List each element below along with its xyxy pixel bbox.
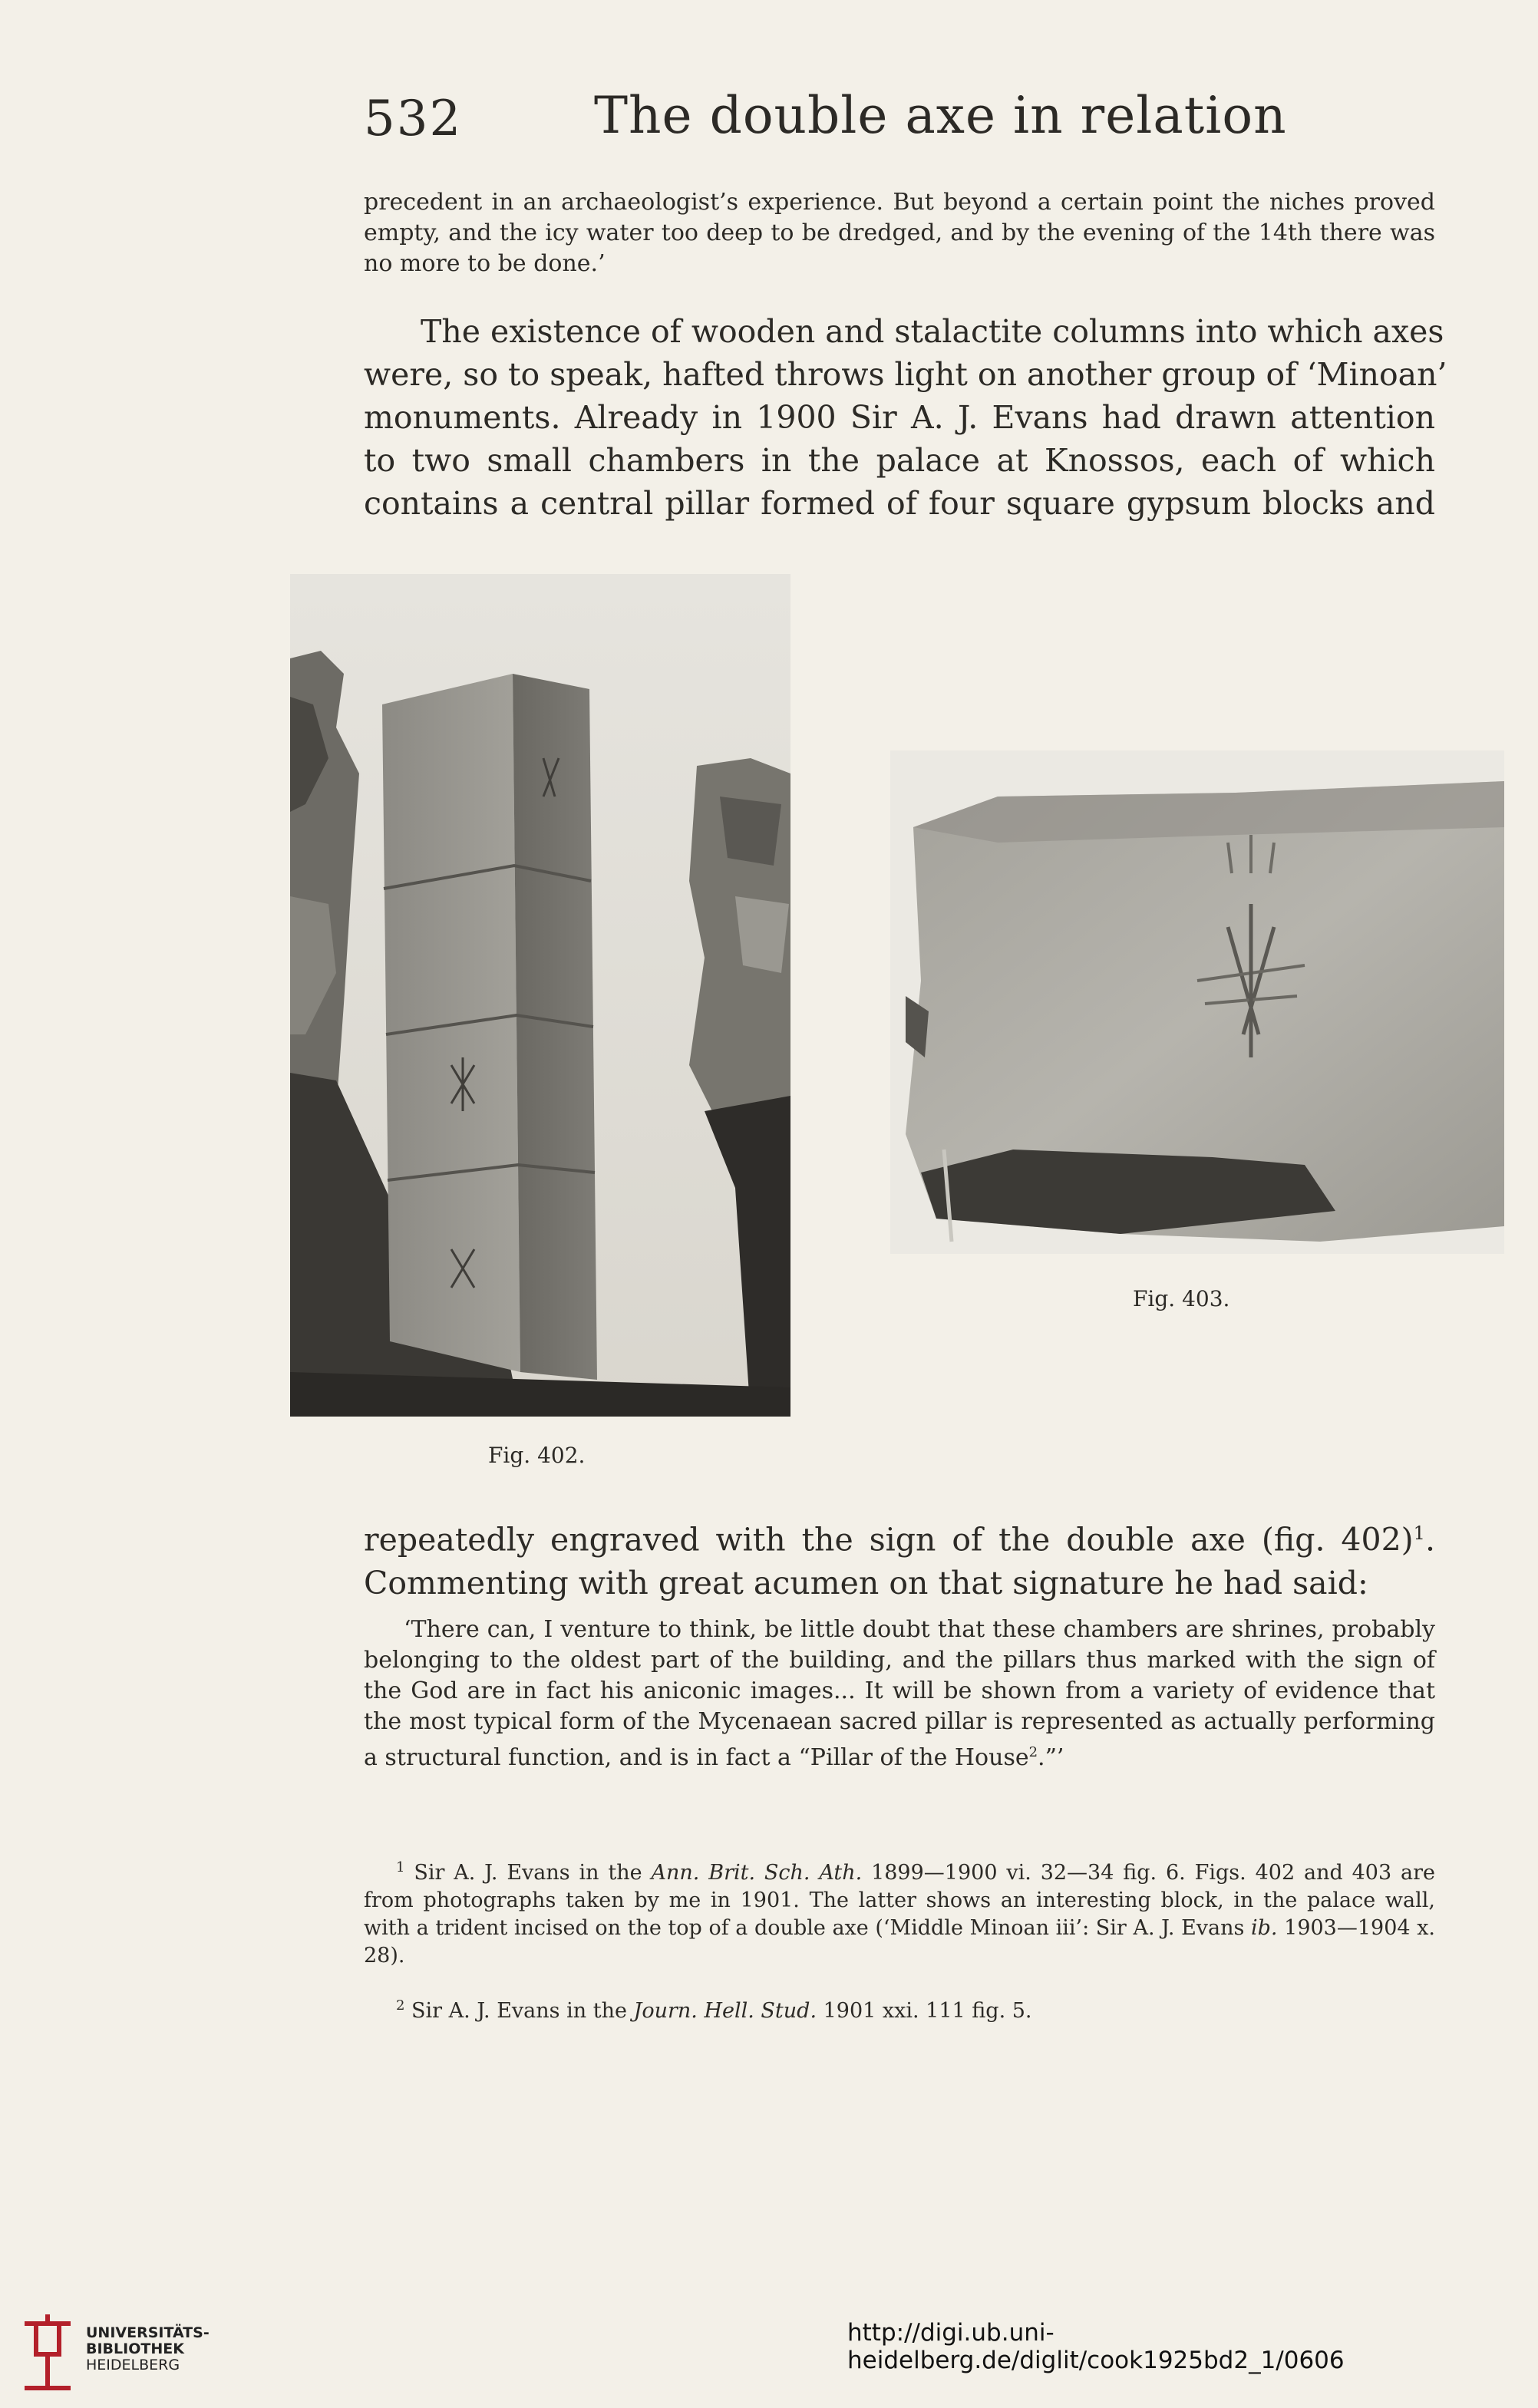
library-logo-icon xyxy=(17,2308,78,2394)
footnote-2 xyxy=(364,1992,1435,2025)
footnote-ref-1[interactable]: 1 xyxy=(1413,1522,1425,1544)
library-name xyxy=(86,2325,210,2373)
paragraph-1 xyxy=(364,310,1447,525)
paragraph-2 xyxy=(364,1512,1435,1605)
pillar-photograph xyxy=(290,574,790,1417)
paragraph-1-line: were, so to speak, hafted throws light on another group of ‘Minoan’ xyxy=(364,356,1447,393)
journal-title: Ann. Brit. Sch. Ath. xyxy=(651,1861,863,1885)
paragraph-1-line: The existence of wooden and stalactite columns into which axes xyxy=(421,313,1444,350)
library-line-1: UNIVERSITÄTS- xyxy=(86,2324,210,2341)
footnote-2-text: 1901 xxi. 111 fig. 5. xyxy=(817,1999,1032,2023)
footnote-2-mark: 2 xyxy=(396,1997,405,2014)
footnote-2-text: Sir A. J. Evans in the xyxy=(411,1999,634,2023)
paragraph-2-line-2: Commenting with great acumen on that signature he had said: xyxy=(364,1564,1368,1601)
figure-402-caption: Fig. 402. xyxy=(488,1443,586,1468)
journal-title: Journ. Hell. Stud. xyxy=(633,1999,817,2023)
footnote-ref-2[interactable]: 2 xyxy=(1028,1744,1038,1760)
footnote-1 xyxy=(364,1854,1435,1970)
block-quote-text: ‘There can, I venture to think, be little doubt that these chambers are shrines, probably belonging to the oldest part of the building, and the pillars thus marked with the sign of the God are in fact his aniconic images... It will be shown from a variety of evidence that the most typical form of the Mycenaean sacred pillar is represented as actually performing a structural function, and is in fact a “Pillar of the House xyxy=(364,1616,1435,1771)
figure-403-photo xyxy=(890,750,1504,1254)
block-photograph xyxy=(890,750,1504,1254)
paragraph-2-line xyxy=(364,1512,1435,1562)
library-line-2: BIBLIOTHEK xyxy=(86,2340,184,2357)
paragraph-1-line: monuments. Already in 1900 Sir A. J. Evans had drawn attention xyxy=(364,399,1435,436)
ibid: ib. xyxy=(1251,1916,1278,1940)
block-quote-end: .”’ xyxy=(1038,1744,1064,1771)
footnote-1-text: 1899—1900 vi. 32—34 fig. 6. Figs. 402 and 403 are from photographs taken by me in 1901. The latter shows an interesting block, in the palace wall, with a trident incised on the top of a double axe (‘Middle Minoan iii’: Sir A. J. Evans xyxy=(364,1861,1435,1940)
paragraph-2-line-1: repeatedly engraved with the sign of the double axe (fig. 402) xyxy=(364,1521,1414,1559)
footnote-1-mark: 1 xyxy=(396,1859,405,1875)
paragraph-2-line-1-end: . xyxy=(1424,1521,1435,1559)
figure-402-photo xyxy=(290,574,790,1417)
footer xyxy=(0,2294,1538,2408)
page-number: 532 xyxy=(364,91,463,147)
footnote-1-text: 1903—1904 x. 28). xyxy=(364,1916,1435,1968)
quote-continuation: precedent in an archaeologist’s experience. But beyond a certain point the niches proved empty, and the icy water too deep to be dredged, and by the evening of the 14th there was no more to be done.’ xyxy=(364,189,1435,277)
source-url-link[interactable]: http://digi.ub.uni-heidelberg.de/diglit/cook1925bd2_1/0606 xyxy=(847,2319,1345,2374)
library-line-3: HEIDELBERG xyxy=(86,2357,180,2373)
figure-403-caption: Fig. 403. xyxy=(1133,1286,1230,1311)
running-title: The double axe in relation xyxy=(594,86,1287,145)
footnote-1-text: Sir A. J. Evans in the xyxy=(414,1861,652,1885)
block-quote xyxy=(364,1615,1435,1773)
paragraph-1-line: to two small chambers in the palace at Knossos, each of which xyxy=(364,442,1435,479)
paragraph-1-line: contains a central pillar formed of four square gypsum blocks and xyxy=(364,485,1435,522)
